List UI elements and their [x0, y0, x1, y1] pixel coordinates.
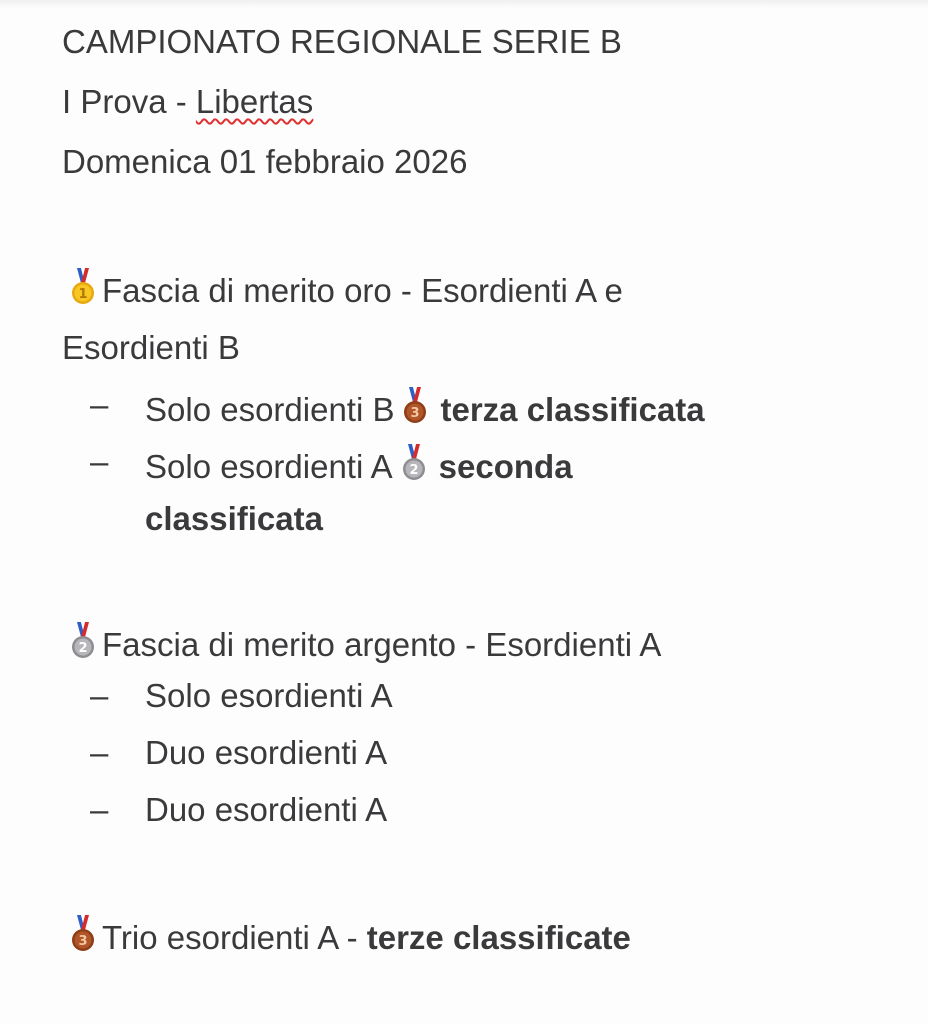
list-item — [145, 385, 705, 430]
list-item: Duo esordienti A — [145, 791, 388, 828]
trio-text: Trio esordienti A - — [102, 919, 367, 956]
silver-section-heading — [68, 620, 661, 665]
subtitle-prefix: I Prova - — [62, 83, 196, 120]
gold-medal-icon — [68, 266, 98, 306]
list-dash: – — [90, 443, 109, 480]
svg-text:2: 2 — [78, 641, 88, 656]
silver-medal-icon — [399, 442, 429, 482]
svg-text:3: 3 — [410, 406, 421, 421]
subtitle — [62, 82, 313, 122]
list-item-result: seconda — [438, 448, 573, 485]
bronze-medal-icon — [68, 913, 98, 953]
gold-section-heading — [68, 266, 623, 311]
list-dash: – — [90, 386, 109, 423]
top-shade — [0, 0, 928, 8]
bronze-medal-icon — [400, 385, 430, 425]
list-dash: – — [90, 791, 109, 828]
gold-section-line1: Fascia di merito oro - Esordienti A e — [102, 272, 623, 309]
trio-result: terze classificate — [366, 919, 631, 956]
svg-text:3: 3 — [78, 934, 88, 949]
list-item: Duo esordienti A — [145, 734, 388, 771]
list-dash: – — [90, 734, 109, 771]
subtitle-place[interactable]: Libertas — [195, 83, 314, 120]
title: CAMPIONATO REGIONALE SERIE B — [62, 23, 622, 60]
svg-text:2: 2 — [409, 463, 419, 478]
svg-text:1: 1 — [78, 287, 88, 302]
trio-line — [68, 913, 631, 958]
list-item — [145, 442, 573, 487]
list-dash: – — [90, 677, 109, 714]
list-item-result: terza classificata — [440, 391, 705, 428]
list-item-result-continued: classificata — [145, 500, 323, 537]
date: Domenica 01 febbraio 2026 — [62, 143, 468, 180]
silver-section-title: Fascia di merito argento - Esordienti A — [102, 626, 662, 663]
silver-medal-icon — [68, 620, 98, 660]
list-item: Solo esordienti A — [145, 677, 393, 714]
gold-section-line2: Esordienti B — [62, 329, 240, 366]
list-item-text: Solo esordienti A — [145, 448, 393, 485]
list-item-text: Solo esordienti B — [145, 391, 395, 428]
